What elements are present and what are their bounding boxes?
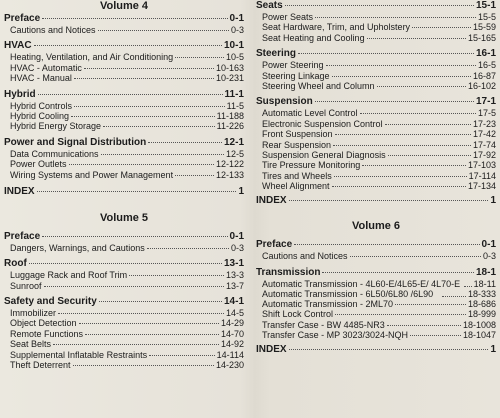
section-heading: Hybrid 11-1 [4,88,244,100]
section-preface [4,231,244,253]
toc-entry: Theft Deterrent 14-230 [10,360,244,371]
toc-entry: HVAC - Manual 10-231 [10,73,244,84]
toc-entry: Hybrid Cooling 11-188 [10,110,244,121]
section-hvac [4,40,244,83]
toc-entry: Heating, Ventilation, and Air Conditioning 10-5 [10,52,244,63]
toc-entry: Automatic Level Control 17-5 [262,108,496,119]
section-safety-security [4,296,244,370]
toc-entry: Automatic Transmission - 2ML70 18-686 [262,298,496,309]
volume-4-title: Volume 4 [99,0,149,12]
toc-entry: Cautions and Notices 0-3 [10,25,244,35]
toc-entry: Luggage Rack and Roof Trim 13-3 [10,270,244,281]
section-preface [4,13,244,35]
section-hybrid [4,89,244,132]
toc-entry: Supplemental Inflatable Restraints 14-114 [10,349,244,360]
toc-entry: Seat Heating and Cooling 15-165 [262,32,496,43]
toc-entry: Wheel Alignment 17-134 [262,181,496,192]
section-heading: Safety and Security 14-1 [4,296,244,308]
toc-entry: Sunroof 13-7 [10,280,244,291]
section-suspension [256,96,496,191]
toc-entry: Shift Lock Control 18-999 [262,309,496,320]
section-heading: Steering 16-1 [256,48,496,60]
toc-entry: Object Detection 14-29 [10,318,244,329]
section-heading: Preface 0-1 [256,239,496,251]
toc-entry: Suspension General Diagnosis 17-92 [262,149,496,160]
toc-entry: Seat Hardware, Trim, and Upholstery 15-59 [262,22,496,33]
toc-entry: Steering Wheel and Column 16-102 [262,80,496,91]
toc-entry: Power Seats 15-5 [262,12,496,22]
index-entry: INDEX 1 [256,344,496,356]
toc-entry: Power Outlets 12-122 [10,159,244,170]
toc-entry: Hybrid Controls 11-5 [10,100,244,111]
section-seats [256,0,496,43]
toc-entry: Tires and Wheels 17-114 [262,170,496,181]
toc-entry: Seat Belts 14-92 [10,339,244,350]
toc-entry: Wiring Systems and Power Management 12-133 [10,169,244,180]
toc-entry: Electronic Suspension Control 17-23 [262,118,496,129]
toc-entry: Data Communications 12-5 [10,148,244,159]
section-preface [256,239,496,261]
section-heading: Preface 0-1 [4,230,244,242]
left-column [4,0,244,370]
toc-entry: Steering Linkage 16-87 [262,70,496,81]
toc-entry: Transfer Case - BW 4485-NR3 18-1008 [262,319,496,330]
section-power-signal [4,137,244,180]
section-heading: Transmission 18-1 [256,266,496,278]
section-heading: Roof 13-1 [4,258,244,270]
section-steering [256,48,496,91]
toc-entry: HVAC - Automatic 10-163 [10,62,244,73]
toc-entry: Automatic Transmission - 6L50/6L80 /6L90 18-333 [262,288,496,299]
toc-entry: Cautions and Notices 0-3 [262,251,496,262]
volume-5-title: Volume 5 [99,211,149,224]
section-transmission [256,267,496,341]
index-entry: INDEX 1 [4,185,244,197]
toc-entry: Rear Suspension 17-74 [262,139,496,150]
toc-entry: Automatic Transmission - 4L60-E/4L65-E/ 4L70-E 18-11 [262,278,496,289]
toc-entry: Front Suspension 17-42 [262,129,496,140]
section-heading: Power and Signal Distribution 12-1 [4,136,244,148]
toc-entry: Tire Pressure Monitoring 17-103 [262,160,496,171]
toc-entry: Hybrid Energy Storage 11-226 [10,121,244,132]
toc-entry: Immobilizer 14-5 [10,308,244,319]
section-heading: HVAC 10-1 [4,40,244,52]
section-heading: Suspension 17-1 [256,96,496,108]
toc-entry: Transfer Case - MP 3023/3024-NQH 18-1047 [262,330,496,341]
toc-entry: Power Steering 16-5 [262,60,496,71]
toc-entry: Dangers, Warnings, and Cautions 0-3 [10,242,244,253]
section-heading: Seats 15-1 [256,0,496,11]
volume-6-title: Volume 6 [351,220,401,233]
toc-entry: Remote Functions 14-70 [10,328,244,339]
index-entry: INDEX 1 [256,195,496,207]
section-heading: Preface 0-1 [4,13,244,24]
right-column [256,0,496,356]
section-roof [4,258,244,291]
